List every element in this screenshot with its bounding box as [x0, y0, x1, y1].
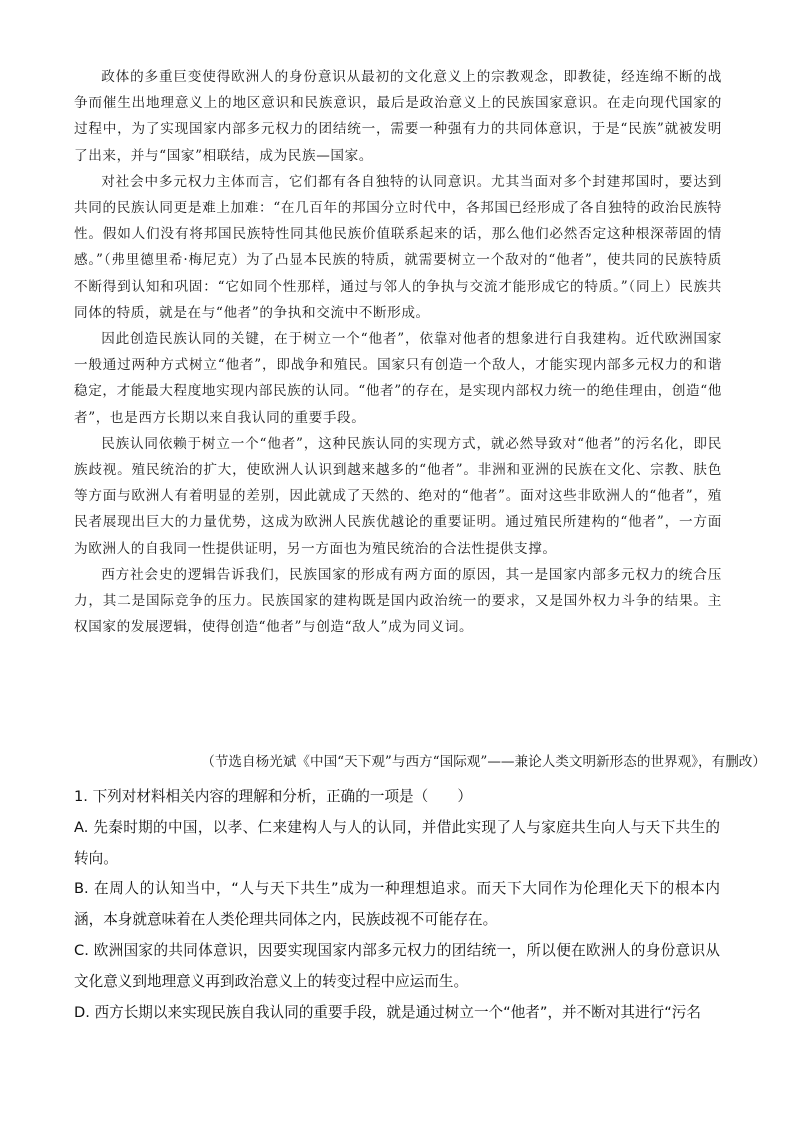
passage-paragraph-3: 因此创造民族认同的关键，在于树立一个“他者”，依靠对他者的想象进行自我建构。近代欧洲国家一般通过两种方式树立“他者”，即战争和殖民。国家只有创造一个敌人，才能实现内部多元权力的和谐稳定，才能最大程度地实现内部民族的认同。“他者”的存在，是实现内部权力统一的绝佳理由，创造“他者”，也是西方长期以来自我认同的重要手段。 — [74, 331, 722, 426]
passage-paragraph-4: 民族认同依赖于树立一个“他者”，这种民族认同的实现方式，就必然导致对“他者”的污名化，即民族歧视。殖民统治的扩大，使欧洲人认识到越来越多的“他者”。非洲和亚洲的民族在文化、宗教、肤色等方面与欧洲人有着明显的差别，因此就成了天然的、绝对的“他者”。面对这些非欧洲人的“他者”，殖民者展现出巨大的力量优势，这成为欧洲人民族优越论的重要证明。通过殖民所建构的“他者”，一方面为欧洲人的自我同一性提供证明，另一方面也为殖民统治的合法性提供支撑。 — [74, 435, 722, 557]
option-b: B. 在周人的认知当中，“人与天下共生”成为一种理想追求。而天下大同作为伦理化天下的根本内涵，本身就意味着在人类伦理共同体之内，民族歧视不可能存在。 — [74, 880, 720, 929]
reading-passage — [74, 64, 722, 640]
question-1 — [74, 782, 720, 1028]
question-stem: 1. 下列对材料相关内容的理解和分析，正确的一项是（ ） — [74, 788, 473, 805]
option-c: C. 欧洲国家的共同体意识，因要实现国家内部多元权力的团结统一，所以便在欧洲人的身份意识从文化意义到地理意义再到政治意义上的转变过程中应运而生。 — [74, 941, 720, 990]
option-d: D. 西方长期以来实现民族自我认同的重要手段，就是通过树立一个“他者”，并不断对其进行“污名 — [74, 1003, 701, 1021]
passage-paragraph-2: 对社会中多元权力主体而言，它们都有各自独特的认同意识。尤其当面对多个封建邦国时，要达到共同的民族认同更是难上加难：“在几百年的邦国分立时代中，各邦国已经形成了各自独特的政治民族特性。假如人们没有将邦国民族特性同其他民族价值联系起来的话，那么他们必然否定这种根深蒂固的情感。”（弗里德里希·梅尼克）为了凸显本民族的特质，就需要树立一个敌对的“他者”，使共同的民族特质不断得到认知和巩固：“它如同个性那样，通过与邻人的争执与交流才能形成它的特质。”（同上）民族共同体的特质，就是在与“他者”的争执和交流中不断形成。 — [74, 173, 722, 321]
passage-paragraph-1: 政体的多重巨变使得欧洲人的身份意识从最初的文化意义上的宗教观念，即教徒，经连绵不断的战争而催生出地理意义上的地区意识和民族意识，最后是政治意义上的民族国家意识。在走向现代国家的过程中，为了实现国家内部多元权力的团结统一，需要一种强有力的共同体意识，于是“民族”就被发明了出来，并与“国家”相联结，成为民族—国家。 — [74, 69, 722, 164]
option-a: A. 先秦时期的中国，以孝、仁来建构人与人的认同，并借此实现了人与家庭共生向人与天下共生的转向。 — [74, 818, 720, 867]
passage-source-note: （节选自杨光斌《中国“天下观”与西方“国际观”——兼论人类文明新形态的世界观》，有删改） — [201, 754, 766, 770]
passage-paragraph-5: 西方社会史的逻辑告诉我们，民族国家的形成有两方面的原因，其一是国家内部多元权力的统合压力，其二是国际竞争的压力。民族国家的建构既是国内政治统一的要求，又是国外权力斗争的结果。主权国家的发展逻辑，使得创造“他者”与创造“敌人”成为同义词。 — [74, 566, 722, 636]
